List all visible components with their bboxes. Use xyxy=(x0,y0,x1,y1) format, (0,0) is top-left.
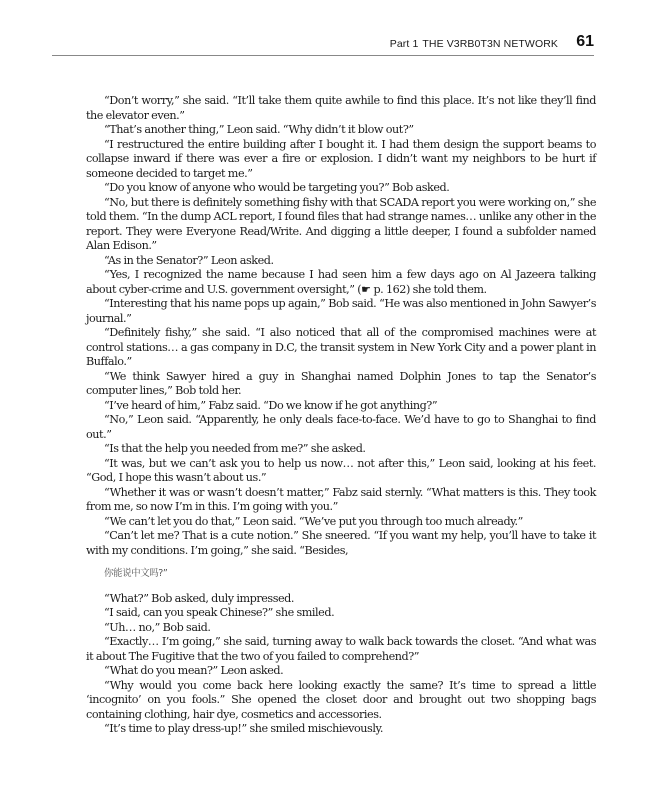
book-title: THE V3RB0T3N NETWORK xyxy=(422,38,558,50)
header-rule xyxy=(52,55,594,56)
paragraph: “It was, but we can’t ask you to help us now… not after this,” Leon said, looking at his feet. “God, I hope this wasn’t about us.” xyxy=(86,456,596,484)
paragraph: “Don’t worry,” she said. “It’ll take them quite awhile to find this place. It’s not like they’ll find the elevator even.” xyxy=(86,94,596,122)
paragraph: “Yes, I recognized the name because I had seen him a few days ago on Al Jazeera talking about cyber-crime and U.S. government oversight,” (☛ p. 162) she told them. xyxy=(86,268,596,296)
paragraph: “Is that the help you needed from me?” she asked. xyxy=(104,442,366,455)
paragraph: “No,” Leon said. “Apparently, he only deals face-to-face. We’d have to go to Shanghai to find out.” xyxy=(86,413,596,441)
paragraph: “What?” Bob asked, duly impressed. xyxy=(104,591,294,605)
paragraph: “Whether it was or wasn’t doesn’t matter,” Fabz said sternly. “What matters is this. They took from me, so now I’m in this. I’m going with you.” xyxy=(86,485,596,513)
page-number: 61 xyxy=(576,33,594,50)
paragraph: “We can’t let you do that,” Leon said. “We’ve put you through too much already.” xyxy=(104,514,523,528)
paragraph: “We think Sawyer hired a guy in Shanghai named Dolphin Jones to tap the Senator’s computer lines,” Bob told her. xyxy=(86,369,596,397)
paragraph: “Definitely fishy,” she said. “I also noticed that all of the compromised machines were at control stations… a gas company in D.C, the transit system in New York City and a power plant in Buffalo.” xyxy=(86,326,596,368)
running-header xyxy=(0,28,648,54)
paragraph: “Exactly… I’m going,” she said, turning away to walk back towards the closet. “And what was it about The Fugitive that the two of you failed to comprehend?” xyxy=(86,635,596,663)
paragraph: “Why would you come back here looking exactly the same? It’s time to spread a little ‘incognito’ on you fools.” She opened the closet door and brought out two shopping bags containing clothing, hair dye, cosmetics and accessories. xyxy=(86,678,596,721)
paragraph: “It’s time to play dress-up!” she smiled mischievously. xyxy=(104,722,383,735)
paragraph: “I said, can you speak Chinese?” she smiled. xyxy=(104,606,335,619)
paragraph: “What do you mean?” Leon asked. xyxy=(104,664,284,677)
paragraph: “Uh… no,” Bob said. xyxy=(104,620,211,634)
running-title xyxy=(390,38,558,50)
paragraph: “No, but there is definitely something fishy with that SCADA report you were working on,” she told them. “In the dump ACL report, I found files that had strange names… unlike any other in the report. They were Everyone Read/Write. And digging a little deeper, I found a subfolder named Alan Edison.” xyxy=(86,195,596,252)
chinese-line: 你能说中文吗?” xyxy=(104,568,168,579)
paragraph: “I restructured the entire building after I bought it. I had them design the support beams to collapse inward if there was ever a fire or explosion. I didn’t want my neighbors to be hurt if someone decided to target me.” xyxy=(86,137,596,180)
paragraph: “That’s another thing,” Leon said. “Why didn’t it blow out?” xyxy=(104,123,414,136)
paragraph: “Can’t let me? That is a cute notion.” She sneered. “If you want my help, you’ll have to take it with my conditions. I’m going,” she said. “Besides, xyxy=(86,529,596,557)
part-label: Part 1 xyxy=(389,38,419,50)
body-text xyxy=(86,94,596,737)
paragraph: “Interesting that his name pops up again,” Bob said. “He was also mentioned in John Sawyer’s journal.” xyxy=(86,297,596,325)
paragraph: “As in the Senator?” Leon asked. xyxy=(104,253,274,267)
paragraph: “Do you know of anyone who would be targeting you?” Bob asked. xyxy=(104,181,450,194)
paragraph: “I’ve heard of him,” Fabz said. “Do we know if he got anything?” xyxy=(104,398,438,412)
